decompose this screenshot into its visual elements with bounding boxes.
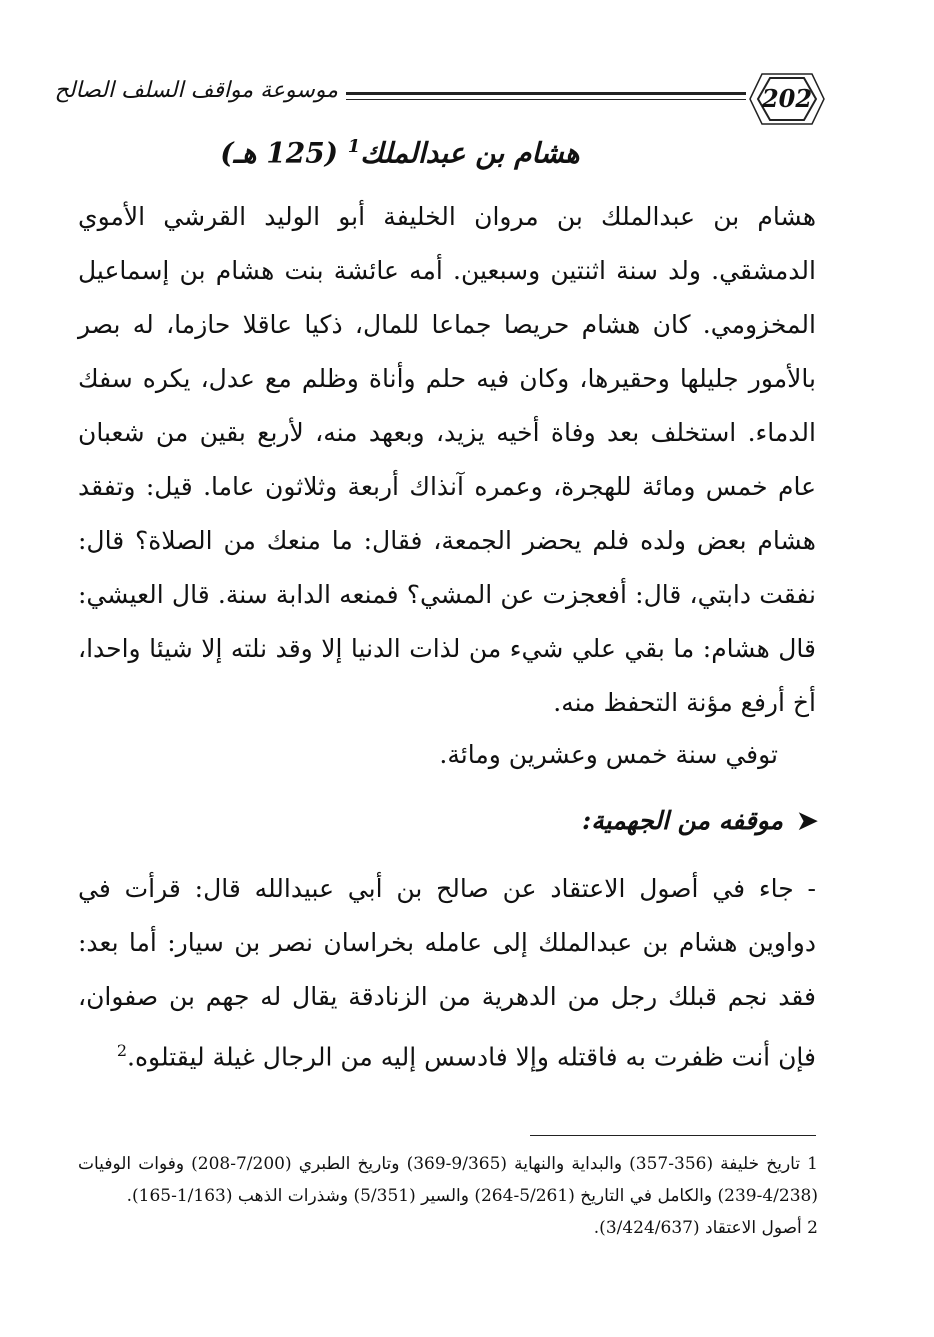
chapter-name: هشام بن عبدالملك [360, 136, 580, 170]
series-title: موسوعة مواقف السلف الصالح [54, 78, 338, 103]
section-heading-text: موقفه من الجهمية: [582, 806, 784, 835]
page-number-badge [748, 72, 826, 126]
page-number: 202 [761, 84, 813, 113]
header-rule-thin [346, 99, 746, 100]
footnote-ref-2: 2 [116, 1041, 128, 1060]
quote-text: - جاء في أصول الاعتقاد عن صالح بن أبي عبيدالله قال: قرأت في دواوين هشام بن عبدالملك إلى عامله بخراسان نصر بن سيار: أما بعد: فقد نجم قبلك رجل من الدهرية من الزنادقة يقال له جهم بن صفوان، فإن أنت ظفرت به فاقتله وإلا فادسس إليه من الرجال غيلة ليقتلوه. [78, 874, 816, 1072]
footnote-2 [78, 1212, 818, 1244]
section-heading [78, 806, 818, 835]
biography-paragraph [78, 190, 816, 730]
arrow-bullet-icon: ➤ [797, 806, 818, 835]
footnote-number: 2 [807, 1218, 818, 1238]
footnote-text: أصول الاعتقاد (3/424/637). [593, 1218, 802, 1238]
quote-paragraph [78, 862, 816, 1084]
footnote-text: تاريخ خليفة (356-357) والبداية والنهاية (9/365-369) وتاريخ الطبري (7/200-208) وفوات الوفيات (4/238-239) والكامل في التاريخ (5/261-264) والسير (5/351) وشذرات الذهب (1/163-165). [78, 1154, 818, 1206]
death-line: توفي سنة خمس وعشرين ومائة. [439, 740, 778, 769]
biography-text: هشام بن عبدالملك بن مروان الخليفة أبو الوليد القرشي الأموي الدمشقي. ولد سنة اثنتين وسبعين. أمه عائشة بنت هشام بن إسماعيل المخزومي. كان هشام حريصا جماعا للمال، ذكيا عاقلا حازما، له بصر بالأمور جليلها وحقيرها، وكان فيه حلم وأناة وظلم مع عدل، يكره سفك الدماء. استخلف بعد وفاة أخيه يزيد، وبعهد منه، لأربع بقين من شعبان عام خمس ومائة للهجرة، وعمره آنذاك أربعة وثلاثون عاما. قيل: وتفقد هشام بعض ولده فلم يحضر الجمعة، فقال: ما منعك من الصلاة؟ قال: نفقت دابتي، قال: أفعجزت عن المشي؟ فمنعه الدابة سنة. قال العيشي: قال هشام: ما بقي علي شيء من لذات الدنيا إلا وقد نلته إلا شيئا واحدا، أخ أرفع مؤنة التحفظ منه. [78, 202, 816, 717]
footnote-divider [530, 1135, 816, 1136]
footnote-ref-1: 1 [347, 136, 361, 157]
chapter-title [180, 136, 620, 169]
footnotes [78, 1148, 818, 1244]
chapter-year: (125 هـ) [220, 136, 338, 170]
footnote-number: 1 [807, 1154, 818, 1174]
page-header [54, 72, 828, 128]
footnote-1 [78, 1148, 818, 1212]
header-rule [346, 92, 746, 95]
